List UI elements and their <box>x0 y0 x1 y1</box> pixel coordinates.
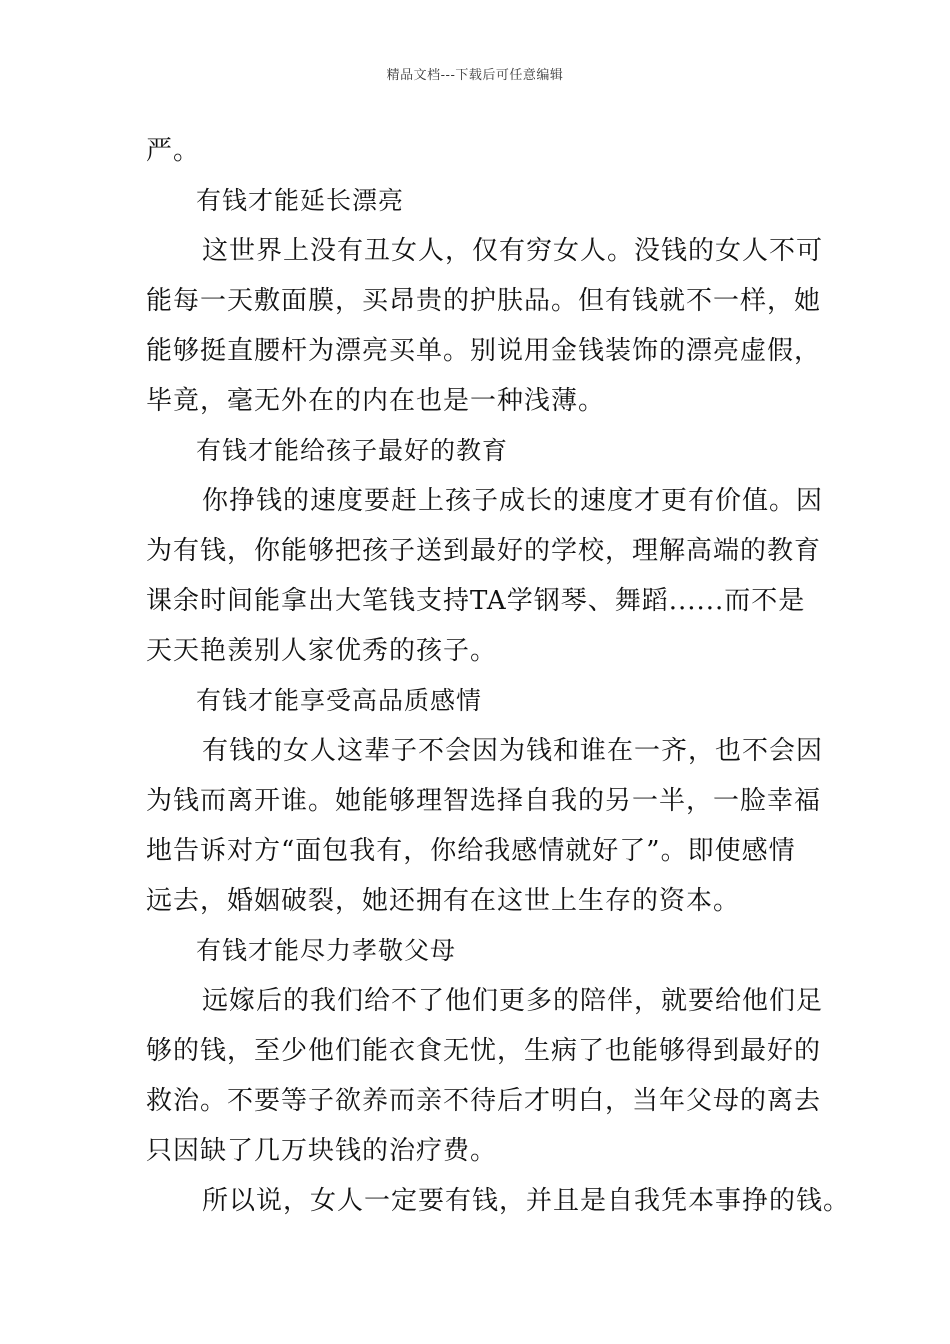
section-heading: 有钱才能尽力孝敬父母 <box>196 936 457 965</box>
text-line: 能每一天敷面膜，买昂贵的护肤品。但有钱就不一样，她 <box>146 286 822 316</box>
text-line: 课余时间能拿出大笔钱支持TA学钢琴、舞蹈......而不是 <box>146 586 806 616</box>
text-line: 天天艳羡别人家优秀的孩子。 <box>146 636 498 666</box>
text-line: 只因缺了几万块钱的治疗费。 <box>146 1136 498 1166</box>
text-line: 能够挺直腰杆为漂亮买单。别说用金钱装饰的漂亮虚假， <box>146 336 822 366</box>
section-heading: 有钱才能享受高品质感情 <box>196 686 483 715</box>
paragraph-line: 你挣钱的速度要赶上孩子成长的速度才更有价值。因 <box>202 486 824 516</box>
paragraph-line: 这世界上没有丑女人，仅有穷女人。没钱的女人不可 <box>202 236 824 266</box>
text-line: 够的钱，至少他们能衣食无忧，生病了也能够得到最好的 <box>146 1036 822 1066</box>
text-line: 为钱而离开谁。她能够理智选择自我的另一半，一脸幸福 <box>146 786 822 816</box>
text-line: 远去，婚姻破裂，她还拥有在这世上生存的资本。 <box>146 886 741 916</box>
text-line: 为有钱，你能够把孩子送到最好的学校，理解高端的教育 <box>146 536 822 566</box>
paragraph-line: 远嫁后的我们给不了他们更多的陪伴，就要给他们足 <box>202 986 824 1016</box>
text-line: 严。 <box>146 136 201 166</box>
section-heading: 有钱才能延长漂亮 <box>196 186 405 215</box>
paragraph-line: 所以说，女人一定要有钱，并且是自我凭本事挣的钱。 <box>202 1186 851 1216</box>
text-line: 地告诉对方“面包我有，你给我感情就好了”。即使感情 <box>146 836 796 866</box>
text-line: 毕竟，毫无外在的内在也是一种浅薄。 <box>146 386 606 416</box>
paragraph-line: 有钱的女人这辈子不会因为钱和谁在一齐，也不会因 <box>202 736 824 766</box>
document-body <box>146 126 851 1226</box>
section-heading: 有钱才能给孩子最好的教育 <box>196 436 509 465</box>
text-line: 救治。不要等子欲养而亲不待后才明白，当年父母的离去 <box>146 1086 822 1116</box>
page-header: 精品文档---下载后可任意编辑 <box>386 68 564 83</box>
